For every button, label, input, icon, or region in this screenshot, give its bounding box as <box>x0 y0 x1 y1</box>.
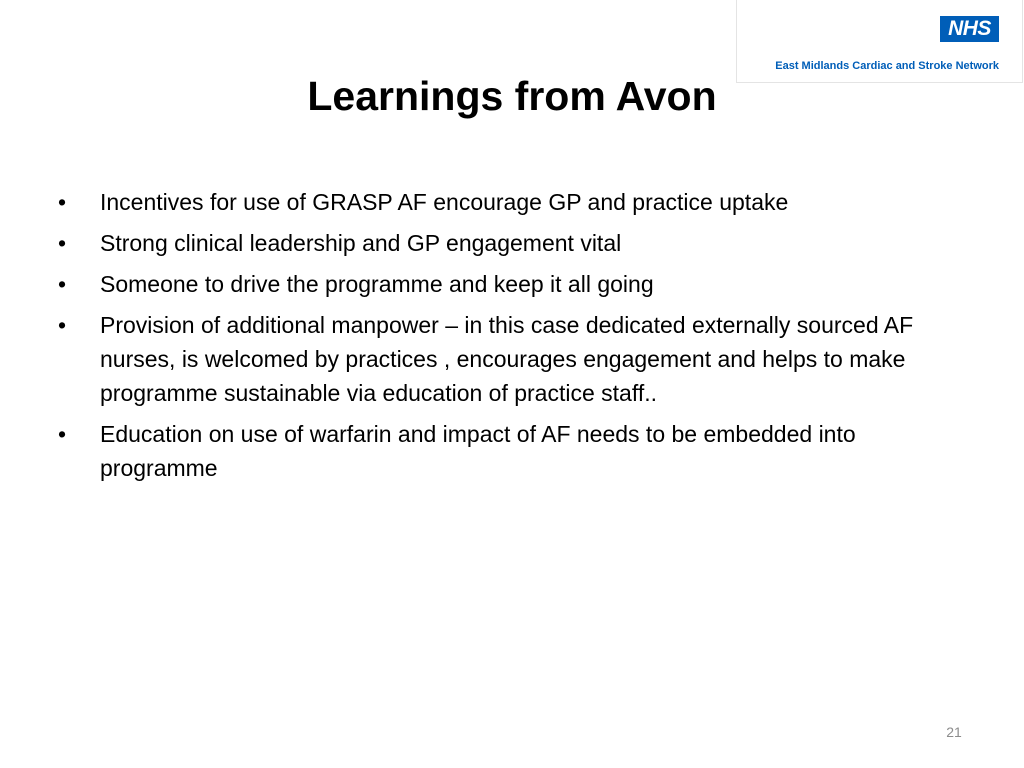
bullet-text: Provision of additional manpower – in this case dedicated externally sourced AF nurses, is welcomed by practices , encourages engagement and helps to make programme sustainable via education of practice staff.. <box>100 312 914 406</box>
bullet-list <box>58 185 978 492</box>
bullet-text: Incentives for use of GRASP AF encourage GP and practice uptake <box>100 189 789 215</box>
list-item <box>58 226 978 260</box>
bullet-text: Strong clinical leadership and GP engagement vital <box>100 230 622 256</box>
list-item <box>58 267 978 301</box>
bullet-icon: • <box>58 189 67 215</box>
bullet-icon: • <box>58 271 67 297</box>
page-number: 21 <box>946 724 962 740</box>
list-item <box>58 417 978 485</box>
bullet-text: Education on use of warfarin and impact of AF needs to be embedded into programme <box>100 421 856 481</box>
list-item <box>58 185 978 219</box>
network-name: East Midlands Cardiac and Stroke Network <box>775 60 999 72</box>
nhs-logo-icon: NHS <box>940 16 999 42</box>
slide-title: Learnings from Avon <box>307 73 717 119</box>
bullet-text: Someone to drive the programme and keep it all going <box>100 271 654 297</box>
list-item <box>58 308 978 410</box>
bullet-icon: • <box>58 312 67 338</box>
bullet-icon: • <box>58 421 67 447</box>
bullet-icon: • <box>58 230 67 256</box>
